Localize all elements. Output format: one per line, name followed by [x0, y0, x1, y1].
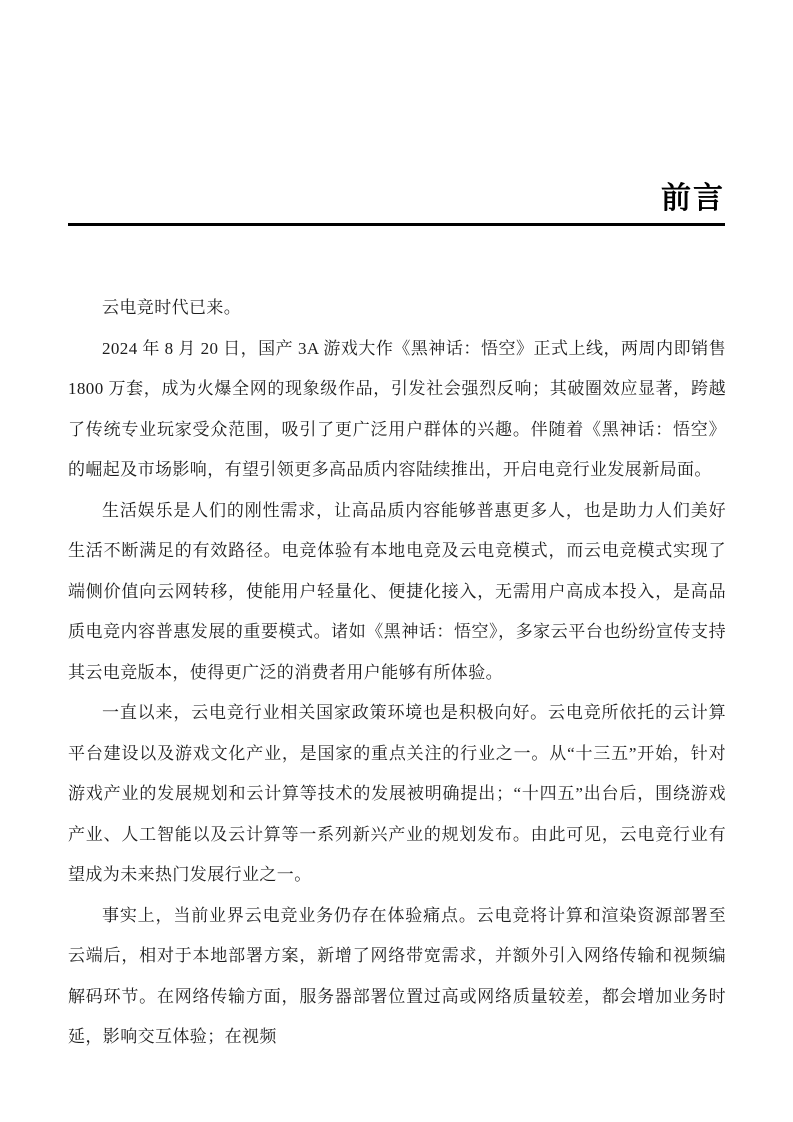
paragraph-policy-environment: 一直以来，云电竞行业相关国家政策环境也是积极向好。云电竞所依托的云计算平台建设以及游戏文化产业，是国家的重点关注的行业之一。从“十三五”开始，针对游戏产业的发展规划和云计算等技术的发展被明确提出；“十四五”出台后，围绕游戏产业、人工智能以及云计算等一系列新兴产业的规划发布。由此可见，云电竞行业有望成为未来热门发展行业之一。	[68, 703, 726, 884]
page-title: 前言	[661, 182, 725, 215]
title-divider	[68, 223, 725, 226]
document-header	[68, 182, 725, 226]
paragraph-experience-painpoints: 事实上，当前业界云电竞业务仍存在体验痛点。云电竞将计算和渲染资源部署至云端后，相对于本地部署方案，新增了网络带宽需求，并额外引入网络传输和视频编解码环节。在网络传输方面，服务器部署位置过高或网络质量较差，都会增加业务时延，影响交互体验；在视频	[68, 905, 726, 1046]
document-body	[68, 288, 726, 1058]
paragraph-black-myth-launch: 2024 年 8 月 20 日，国产 3A 游戏大作《黑神话：悟空》正式上线，两周内即销售 1800 万套，成为火爆全网的现象级作品，引发社会强烈反响；其破圈效应显著，跨越了传统专业玩家受众范围，吸引了更广泛用户群体的兴趣。伴随着《黑神话：悟空》的崛起及市场影响，有望引领更多高品质内容陆续推出，开启电竞行业发展新局面。	[68, 338, 726, 479]
paragraph-intro: 云电竞时代已来。	[102, 298, 242, 317]
paragraph-cloud-esports-model: 生活娱乐是人们的刚性需求，让高品质内容能够普惠更多人，也是助力人们美好生活不断满足的有效路径。电竞体验有本地电竞及云电竞模式，而云电竞模式实现了端侧价值向云网转移，使能用户轻量化、便捷化接入，无需用户高成本投入，是高品质电竞内容普惠发展的重要模式。诸如《黑神话：悟空》，多家云平台也纷纷宣传支持其云电竞版本，使得更广泛的消费者用户能够有所体验。	[68, 500, 726, 682]
